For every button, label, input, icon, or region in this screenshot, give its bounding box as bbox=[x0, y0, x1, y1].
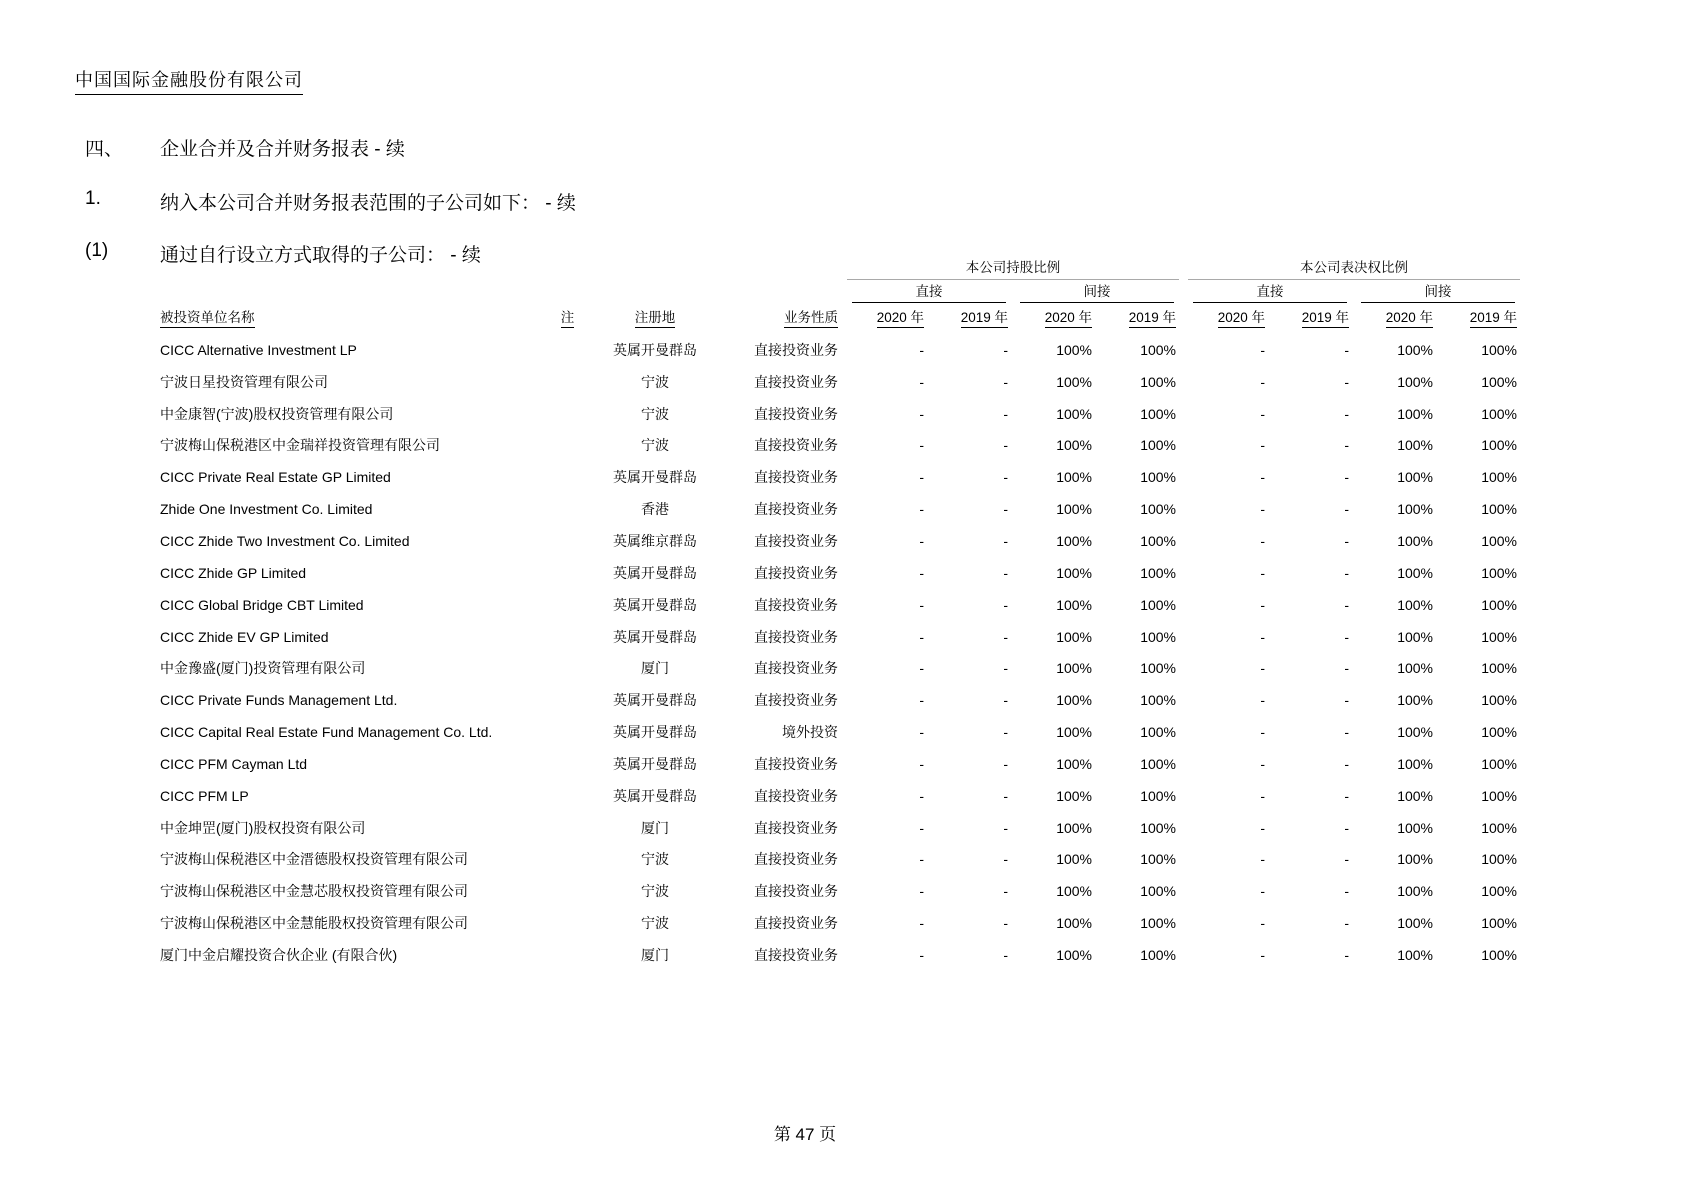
cell-shareholding-direct-2020: - bbox=[919, 469, 924, 486]
cell-shareholding-direct-2019: - bbox=[1003, 787, 1008, 804]
cell-shareholding-indirect-2019: 100% bbox=[1140, 532, 1176, 549]
cell-shareholding-indirect-2020: 100% bbox=[1056, 946, 1092, 963]
cell-voting-indirect-2020: 100% bbox=[1397, 628, 1433, 645]
cell-registration-place: 英属开曼群岛 bbox=[613, 564, 697, 581]
subheader-indirect: 间接 bbox=[1361, 280, 1515, 303]
cell-voting-indirect-2019: 100% bbox=[1481, 405, 1517, 422]
cell-shareholding-direct-2020: - bbox=[919, 946, 924, 963]
column-header-registration-place: 注册地 bbox=[590, 306, 720, 328]
cell-voting-direct-2019: - bbox=[1344, 692, 1349, 709]
cell-voting-direct-2020: - bbox=[1260, 405, 1265, 422]
table-row bbox=[160, 652, 1522, 684]
table-row bbox=[160, 684, 1522, 716]
cell-voting-direct-2020: - bbox=[1260, 883, 1265, 900]
cell-business-nature: 直接投资业务 bbox=[754, 883, 838, 900]
section-number: 1. bbox=[85, 188, 101, 209]
cell-voting-indirect-2019: 100% bbox=[1481, 437, 1517, 454]
cell-shareholding-indirect-2020: 100% bbox=[1056, 724, 1092, 741]
cell-voting-direct-2019: - bbox=[1344, 341, 1349, 358]
cell-voting-direct-2020: - bbox=[1260, 787, 1265, 804]
subheader-direct: 直接 bbox=[852, 280, 1006, 303]
cell-investee-name: 宁波日星投资管理有限公司 bbox=[160, 373, 328, 390]
cell-voting-direct-2020: - bbox=[1260, 596, 1265, 613]
cell-investee-name: 宁波梅山保税港区中金瑞祥投资管理有限公司 bbox=[160, 437, 440, 454]
cell-voting-indirect-2019: 100% bbox=[1481, 660, 1517, 677]
cell-shareholding-indirect-2019: 100% bbox=[1140, 564, 1176, 581]
cell-shareholding-indirect-2019: 100% bbox=[1140, 851, 1176, 868]
cell-voting-indirect-2020: 100% bbox=[1397, 787, 1433, 804]
cell-business-nature: 直接投资业务 bbox=[754, 628, 838, 645]
cell-investee-name: CICC Private Real Estate GP Limited bbox=[160, 469, 391, 486]
cell-shareholding-indirect-2019: 100% bbox=[1140, 660, 1176, 677]
cell-voting-direct-2019: - bbox=[1344, 469, 1349, 486]
cell-voting-direct-2020: - bbox=[1260, 660, 1265, 677]
cell-business-nature: 直接投资业务 bbox=[754, 501, 838, 518]
column-header-year-2019: 2019 年 bbox=[1438, 306, 1522, 328]
cell-shareholding-indirect-2020: 100% bbox=[1056, 373, 1092, 390]
cell-voting-indirect-2019: 100% bbox=[1481, 787, 1517, 804]
cell-voting-direct-2020: - bbox=[1260, 532, 1265, 549]
cell-voting-direct-2019: - bbox=[1344, 819, 1349, 836]
cell-voting-direct-2019: - bbox=[1344, 373, 1349, 390]
company-title: 中国国际金融股份有限公司 bbox=[75, 66, 303, 95]
cell-shareholding-direct-2020: - bbox=[919, 755, 924, 772]
cell-voting-indirect-2020: 100% bbox=[1397, 660, 1433, 677]
cell-shareholding-direct-2020: - bbox=[919, 501, 924, 518]
cell-shareholding-direct-2019: - bbox=[1003, 532, 1008, 549]
cell-shareholding-indirect-2019: 100% bbox=[1140, 819, 1176, 836]
cell-voting-direct-2020: - bbox=[1260, 851, 1265, 868]
cell-shareholding-direct-2020: - bbox=[919, 724, 924, 741]
cell-registration-place: 英属开曼群岛 bbox=[613, 596, 697, 613]
cell-shareholding-indirect-2019: 100% bbox=[1140, 915, 1176, 932]
cell-voting-indirect-2019: 100% bbox=[1481, 883, 1517, 900]
cell-shareholding-indirect-2019: 100% bbox=[1140, 787, 1176, 804]
cell-investee-name: CICC Capital Real Estate Fund Management Co. Ltd. bbox=[160, 724, 493, 741]
cell-business-nature: 直接投资业务 bbox=[754, 373, 838, 390]
cell-voting-indirect-2020: 100% bbox=[1397, 724, 1433, 741]
cell-voting-direct-2019: - bbox=[1344, 596, 1349, 613]
column-header-year-2019: 2019 年 bbox=[1270, 306, 1354, 328]
cell-voting-direct-2020: - bbox=[1260, 437, 1265, 454]
cell-shareholding-indirect-2019: 100% bbox=[1140, 755, 1176, 772]
column-header-business-nature: 业务性质 bbox=[720, 306, 838, 328]
cell-shareholding-direct-2020: - bbox=[919, 883, 924, 900]
table-row bbox=[160, 334, 1522, 366]
cell-registration-place: 英属维京群岛 bbox=[613, 532, 697, 549]
cell-shareholding-indirect-2019: 100% bbox=[1140, 596, 1176, 613]
table-row bbox=[160, 748, 1522, 780]
cell-shareholding-direct-2020: - bbox=[919, 341, 924, 358]
cell-investee-name: CICC PFM LP bbox=[160, 787, 249, 804]
cell-voting-indirect-2020: 100% bbox=[1397, 501, 1433, 518]
cell-voting-direct-2019: - bbox=[1344, 787, 1349, 804]
cell-business-nature: 直接投资业务 bbox=[754, 469, 838, 486]
table-row bbox=[160, 939, 1522, 971]
table-row bbox=[160, 907, 1522, 939]
cell-shareholding-direct-2019: - bbox=[1003, 501, 1008, 518]
subheader-direct: 直接 bbox=[1193, 280, 1347, 303]
cell-investee-name: 宁波梅山保税港区中金溍德股权投资管理有限公司 bbox=[160, 851, 468, 868]
table-row bbox=[160, 461, 1522, 493]
cell-voting-direct-2020: - bbox=[1260, 628, 1265, 645]
cell-shareholding-direct-2020: - bbox=[919, 405, 924, 422]
cell-shareholding-direct-2019: - bbox=[1003, 437, 1008, 454]
cell-investee-name: Zhide One Investment Co. Limited bbox=[160, 501, 373, 518]
cell-voting-indirect-2020: 100% bbox=[1397, 946, 1433, 963]
cell-shareholding-indirect-2020: 100% bbox=[1056, 883, 1092, 900]
column-header-year-2019: 2019 年 bbox=[929, 306, 1013, 328]
cell-shareholding-indirect-2020: 100% bbox=[1056, 628, 1092, 645]
cell-voting-indirect-2020: 100% bbox=[1397, 532, 1433, 549]
cell-shareholding-direct-2019: - bbox=[1003, 692, 1008, 709]
group-header-voting-ratio: 本公司表决权比例 bbox=[1188, 256, 1520, 280]
cell-shareholding-indirect-2020: 100% bbox=[1056, 787, 1092, 804]
cell-voting-indirect-2020: 100% bbox=[1397, 405, 1433, 422]
cell-shareholding-indirect-2019: 100% bbox=[1140, 724, 1176, 741]
cell-registration-place: 宁波 bbox=[641, 915, 669, 932]
cell-registration-place: 英属开曼群岛 bbox=[613, 787, 697, 804]
cell-voting-direct-2020: - bbox=[1260, 373, 1265, 390]
table-row bbox=[160, 812, 1522, 844]
cell-registration-place: 厦门 bbox=[641, 819, 669, 836]
section-title: 企业合并及合并财务报表 - 续 bbox=[160, 139, 405, 160]
cell-registration-place: 厦门 bbox=[641, 660, 669, 677]
cell-shareholding-indirect-2020: 100% bbox=[1056, 915, 1092, 932]
cell-shareholding-direct-2019: - bbox=[1003, 946, 1008, 963]
cell-voting-direct-2019: - bbox=[1344, 755, 1349, 772]
cell-shareholding-indirect-2020: 100% bbox=[1056, 755, 1092, 772]
cell-investee-name: CICC Zhide Two Investment Co. Limited bbox=[160, 532, 410, 549]
cell-business-nature: 直接投资业务 bbox=[754, 596, 838, 613]
cell-shareholding-direct-2019: - bbox=[1003, 915, 1008, 932]
cell-shareholding-direct-2020: - bbox=[919, 628, 924, 645]
cell-voting-indirect-2020: 100% bbox=[1397, 755, 1433, 772]
cell-shareholding-direct-2020: - bbox=[919, 437, 924, 454]
cell-shareholding-indirect-2020: 100% bbox=[1056, 692, 1092, 709]
cell-voting-direct-2020: - bbox=[1260, 819, 1265, 836]
cell-voting-indirect-2019: 100% bbox=[1481, 469, 1517, 486]
cell-shareholding-direct-2020: - bbox=[919, 373, 924, 390]
cell-business-nature: 直接投资业务 bbox=[754, 660, 838, 677]
cell-voting-direct-2019: - bbox=[1344, 437, 1349, 454]
cell-registration-place: 厦门 bbox=[641, 946, 669, 963]
cell-shareholding-indirect-2020: 100% bbox=[1056, 532, 1092, 549]
cell-shareholding-indirect-2020: 100% bbox=[1056, 501, 1092, 518]
cell-voting-direct-2019: - bbox=[1344, 532, 1349, 549]
cell-voting-indirect-2020: 100% bbox=[1397, 692, 1433, 709]
table-row bbox=[160, 716, 1522, 748]
cell-voting-indirect-2019: 100% bbox=[1481, 692, 1517, 709]
cell-registration-place: 宁波 bbox=[641, 405, 669, 422]
cell-voting-indirect-2019: 100% bbox=[1481, 341, 1517, 358]
column-header-year-2020: 2020 年 bbox=[1013, 306, 1097, 328]
cell-voting-direct-2020: - bbox=[1260, 692, 1265, 709]
cell-investee-name: 宁波梅山保税港区中金慧芯股权投资管理有限公司 bbox=[160, 883, 468, 900]
cell-voting-direct-2019: - bbox=[1344, 724, 1349, 741]
table-row bbox=[160, 525, 1522, 557]
cell-shareholding-indirect-2020: 100% bbox=[1056, 405, 1092, 422]
cell-business-nature: 直接投资业务 bbox=[754, 755, 838, 772]
cell-business-nature: 直接投资业务 bbox=[754, 564, 838, 581]
cell-investee-name: 宁波梅山保税港区中金慧能股权投资管理有限公司 bbox=[160, 915, 468, 932]
table-row bbox=[160, 366, 1522, 398]
table-row bbox=[160, 780, 1522, 812]
group-header-shareholding-ratio: 本公司持股比例 bbox=[847, 256, 1179, 280]
cell-registration-place: 宁波 bbox=[641, 373, 669, 390]
cell-registration-place: 英属开曼群岛 bbox=[613, 692, 697, 709]
cell-shareholding-indirect-2020: 100% bbox=[1056, 469, 1092, 486]
cell-investee-name: CICC PFM Cayman Ltd bbox=[160, 755, 308, 772]
cell-voting-indirect-2019: 100% bbox=[1481, 724, 1517, 741]
cell-registration-place: 香港 bbox=[641, 501, 669, 518]
cell-voting-indirect-2020: 100% bbox=[1397, 915, 1433, 932]
cell-shareholding-direct-2020: - bbox=[919, 532, 924, 549]
table-row bbox=[160, 844, 1522, 876]
cell-voting-indirect-2019: 100% bbox=[1481, 564, 1517, 581]
table-group-header-row bbox=[160, 256, 1522, 280]
cell-business-nature: 直接投资业务 bbox=[754, 946, 838, 963]
cell-voting-indirect-2020: 100% bbox=[1397, 851, 1433, 868]
column-header-year-2020: 2020 年 bbox=[1186, 306, 1270, 328]
cell-voting-direct-2019: - bbox=[1344, 628, 1349, 645]
cell-business-nature: 直接投资业务 bbox=[754, 787, 838, 804]
cell-shareholding-indirect-2019: 100% bbox=[1140, 341, 1176, 358]
cell-shareholding-direct-2020: - bbox=[919, 564, 924, 581]
cell-shareholding-direct-2019: - bbox=[1003, 628, 1008, 645]
cell-business-nature: 直接投资业务 bbox=[754, 405, 838, 422]
section-number: (1) bbox=[85, 240, 109, 261]
cell-shareholding-direct-2019: - bbox=[1003, 373, 1008, 390]
column-header-year-2020: 2020 年 bbox=[1354, 306, 1438, 328]
cell-voting-indirect-2019: 100% bbox=[1481, 851, 1517, 868]
cell-shareholding-direct-2020: - bbox=[919, 596, 924, 613]
page-number: 第 47 页 bbox=[773, 1125, 837, 1144]
cell-shareholding-indirect-2020: 100% bbox=[1056, 437, 1092, 454]
cell-shareholding-direct-2019: - bbox=[1003, 724, 1008, 741]
cell-voting-indirect-2020: 100% bbox=[1397, 469, 1433, 486]
cell-voting-direct-2020: - bbox=[1260, 946, 1265, 963]
cell-shareholding-direct-2020: - bbox=[919, 787, 924, 804]
cell-registration-place: 英属开曼群岛 bbox=[613, 724, 697, 741]
cell-business-nature: 境外投资 bbox=[782, 724, 838, 741]
cell-voting-direct-2019: - bbox=[1344, 946, 1349, 963]
cell-voting-direct-2020: - bbox=[1260, 501, 1265, 518]
cell-investee-name: 中金坤罡(厦门)股权投资有限公司 bbox=[160, 819, 366, 836]
cell-investee-name: 中金康智(宁波)股权投资管理有限公司 bbox=[160, 405, 394, 422]
section-number: 四、 bbox=[85, 139, 124, 160]
table-row bbox=[160, 557, 1522, 589]
cell-business-nature: 直接投资业务 bbox=[754, 851, 838, 868]
cell-voting-direct-2019: - bbox=[1344, 501, 1349, 518]
cell-voting-indirect-2019: 100% bbox=[1481, 373, 1517, 390]
cell-voting-direct-2020: - bbox=[1260, 469, 1265, 486]
cell-shareholding-direct-2019: - bbox=[1003, 469, 1008, 486]
cell-registration-place: 宁波 bbox=[641, 851, 669, 868]
cell-shareholding-indirect-2019: 100% bbox=[1140, 501, 1176, 518]
cell-shareholding-direct-2020: - bbox=[919, 660, 924, 677]
cell-registration-place: 英属开曼群岛 bbox=[613, 628, 697, 645]
cell-registration-place: 宁波 bbox=[641, 883, 669, 900]
table-row bbox=[160, 621, 1522, 653]
cell-business-nature: 直接投资业务 bbox=[754, 915, 838, 932]
cell-shareholding-direct-2019: - bbox=[1003, 851, 1008, 868]
cell-voting-indirect-2020: 100% bbox=[1397, 883, 1433, 900]
cell-shareholding-indirect-2019: 100% bbox=[1140, 628, 1176, 645]
column-header-investee-name: 被投资单位名称 bbox=[160, 306, 545, 328]
cell-business-nature: 直接投资业务 bbox=[754, 532, 838, 549]
column-header-year-2019: 2019 年 bbox=[1097, 306, 1181, 328]
cell-investee-name: CICC Alternative Investment LP bbox=[160, 341, 357, 358]
cell-voting-indirect-2019: 100% bbox=[1481, 755, 1517, 772]
cell-business-nature: 直接投资业务 bbox=[754, 819, 838, 836]
cell-shareholding-indirect-2020: 100% bbox=[1056, 596, 1092, 613]
table-row bbox=[160, 493, 1522, 525]
cell-registration-place: 英属开曼群岛 bbox=[613, 341, 697, 358]
cell-shareholding-indirect-2019: 100% bbox=[1140, 883, 1176, 900]
cell-voting-direct-2020: - bbox=[1260, 915, 1265, 932]
cell-investee-name: CICC Global Bridge CBT Limited bbox=[160, 596, 364, 613]
cell-shareholding-direct-2019: - bbox=[1003, 405, 1008, 422]
cell-shareholding-indirect-2020: 100% bbox=[1056, 660, 1092, 677]
table-row bbox=[160, 430, 1522, 462]
cell-business-nature: 直接投资业务 bbox=[754, 437, 838, 454]
cell-voting-direct-2020: - bbox=[1260, 724, 1265, 741]
cell-voting-direct-2019: - bbox=[1344, 883, 1349, 900]
table-subgroup-header-row bbox=[160, 280, 1522, 302]
cell-registration-place: 英属开曼群岛 bbox=[613, 755, 697, 772]
cell-voting-indirect-2020: 100% bbox=[1397, 564, 1433, 581]
cell-voting-indirect-2020: 100% bbox=[1397, 437, 1433, 454]
cell-investee-name: 厦门中金启耀投资合伙企业 (有限合伙) bbox=[160, 946, 398, 963]
table-row bbox=[160, 875, 1522, 907]
table-column-header-row bbox=[160, 302, 1522, 328]
cell-shareholding-direct-2020: - bbox=[919, 915, 924, 932]
cell-shareholding-indirect-2020: 100% bbox=[1056, 564, 1092, 581]
cell-voting-indirect-2019: 100% bbox=[1481, 532, 1517, 549]
cell-voting-direct-2020: - bbox=[1260, 341, 1265, 358]
cell-investee-name: CICC Zhide GP Limited bbox=[160, 564, 307, 581]
cell-shareholding-indirect-2019: 100% bbox=[1140, 437, 1176, 454]
cell-voting-direct-2019: - bbox=[1344, 851, 1349, 868]
cell-shareholding-direct-2019: - bbox=[1003, 660, 1008, 677]
cell-voting-indirect-2020: 100% bbox=[1397, 373, 1433, 390]
cell-shareholding-indirect-2019: 100% bbox=[1140, 373, 1176, 390]
cell-voting-direct-2019: - bbox=[1344, 564, 1349, 581]
cell-investee-name: 中金豫盛(厦门)投资管理有限公司 bbox=[160, 660, 366, 677]
cell-shareholding-indirect-2020: 100% bbox=[1056, 819, 1092, 836]
cell-voting-indirect-2020: 100% bbox=[1397, 596, 1433, 613]
cell-shareholding-indirect-2019: 100% bbox=[1140, 946, 1176, 963]
cell-voting-direct-2019: - bbox=[1344, 660, 1349, 677]
section-title: 纳入本公司合并财务报表范围的子公司如下： - 续 bbox=[160, 193, 576, 214]
cell-business-nature: 直接投资业务 bbox=[754, 341, 838, 358]
cell-voting-indirect-2019: 100% bbox=[1481, 946, 1517, 963]
cell-voting-direct-2020: - bbox=[1260, 755, 1265, 772]
cell-shareholding-direct-2019: - bbox=[1003, 564, 1008, 581]
cell-voting-indirect-2019: 100% bbox=[1481, 628, 1517, 645]
table-row bbox=[160, 398, 1522, 430]
section-title: 通过自行设立方式取得的子公司： - 续 bbox=[160, 245, 481, 266]
cell-shareholding-direct-2019: - bbox=[1003, 883, 1008, 900]
cell-shareholding-indirect-2020: 100% bbox=[1056, 851, 1092, 868]
cell-voting-indirect-2019: 100% bbox=[1481, 501, 1517, 518]
cell-registration-place: 英属开曼群岛 bbox=[613, 469, 697, 486]
table-row bbox=[160, 589, 1522, 621]
cell-voting-indirect-2020: 100% bbox=[1397, 819, 1433, 836]
cell-shareholding-direct-2019: - bbox=[1003, 819, 1008, 836]
cell-registration-place: 宁波 bbox=[641, 437, 669, 454]
cell-shareholding-direct-2019: - bbox=[1003, 341, 1008, 358]
cell-voting-direct-2020: - bbox=[1260, 564, 1265, 581]
cell-shareholding-direct-2020: - bbox=[919, 819, 924, 836]
cell-investee-name: CICC Private Funds Management Ltd. bbox=[160, 692, 398, 709]
cell-shareholding-indirect-2020: 100% bbox=[1056, 341, 1092, 358]
cell-shareholding-indirect-2019: 100% bbox=[1140, 692, 1176, 709]
subheader-indirect: 间接 bbox=[1020, 280, 1174, 303]
column-header-note: 注 bbox=[545, 306, 590, 328]
cell-voting-indirect-2019: 100% bbox=[1481, 915, 1517, 932]
cell-shareholding-direct-2020: - bbox=[919, 692, 924, 709]
cell-shareholding-direct-2019: - bbox=[1003, 596, 1008, 613]
cell-voting-indirect-2019: 100% bbox=[1481, 819, 1517, 836]
cell-shareholding-direct-2020: - bbox=[919, 851, 924, 868]
cell-investee-name: CICC Zhide EV GP Limited bbox=[160, 628, 329, 645]
cell-voting-direct-2019: - bbox=[1344, 405, 1349, 422]
cell-voting-direct-2019: - bbox=[1344, 915, 1349, 932]
cell-shareholding-indirect-2019: 100% bbox=[1140, 405, 1176, 422]
cell-shareholding-indirect-2019: 100% bbox=[1140, 469, 1176, 486]
cell-voting-indirect-2020: 100% bbox=[1397, 341, 1433, 358]
cell-shareholding-direct-2019: - bbox=[1003, 755, 1008, 772]
cell-voting-indirect-2019: 100% bbox=[1481, 596, 1517, 613]
cell-business-nature: 直接投资业务 bbox=[754, 692, 838, 709]
column-header-year-2020: 2020 年 bbox=[845, 306, 929, 328]
subsidiaries-table bbox=[160, 256, 1522, 971]
table-body bbox=[160, 334, 1522, 971]
